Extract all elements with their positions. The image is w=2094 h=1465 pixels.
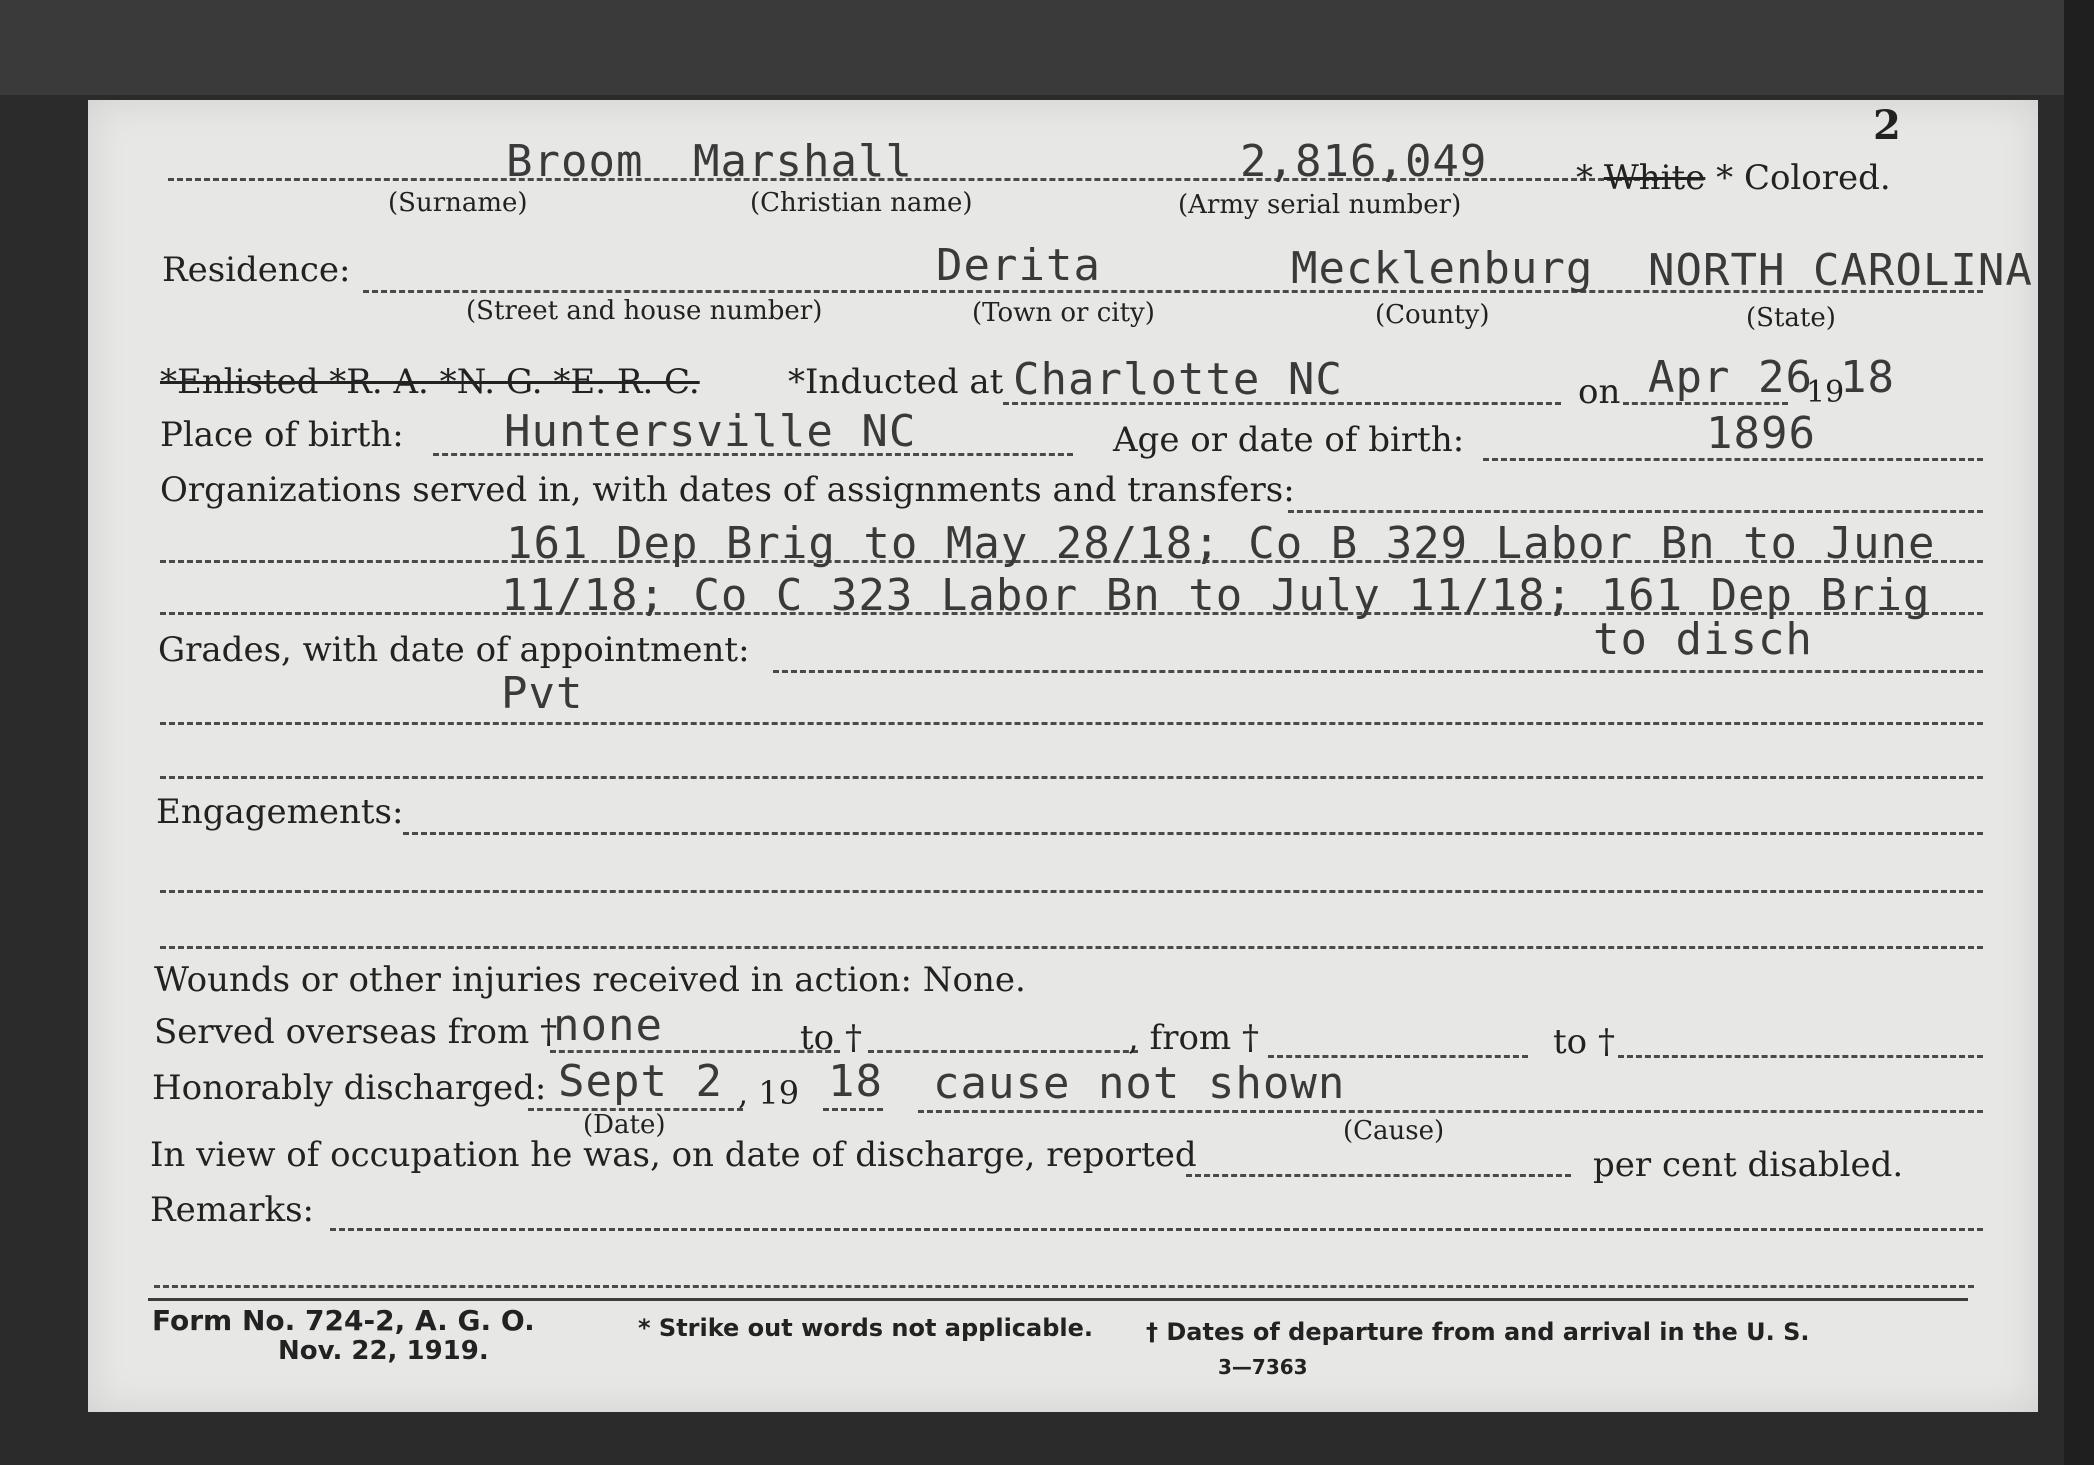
christian-name-label: (Christian name)	[750, 188, 973, 218]
wounds-value: None.	[922, 960, 1026, 1000]
engagements-label: Engagements:	[156, 792, 404, 832]
grades-line-3	[160, 776, 1983, 779]
age-label: Age or date of birth:	[1113, 420, 1465, 460]
service-record-card	[88, 100, 2038, 1412]
surname-value: Broom	[506, 136, 644, 187]
overseas-from2-label: , from †	[1128, 1018, 1259, 1058]
engagements-line-2	[160, 890, 1983, 893]
overseas-to2-line	[1618, 1055, 1983, 1058]
serial-number-value: 2,816,049	[1240, 136, 1488, 187]
serial-number-label: (Army serial number)	[1178, 190, 1462, 220]
residence-state-value: NORTH CAROLINA	[1648, 245, 2033, 296]
wounds-field	[154, 960, 1026, 1000]
race-prefix: *	[1576, 158, 1604, 198]
race-white-struck: White	[1603, 158, 1706, 198]
organizations-entry-1: 161 Dep Brig to May 28/18; Co B 329 Labor Bn to June	[506, 518, 1936, 569]
grades-label: Grades, with date of appointment:	[158, 630, 750, 670]
induction-year-value: 18	[1840, 352, 1895, 403]
scanner-background-top	[0, 0, 2094, 95]
organizations-label: Organizations served in, with dates of assignments and transfers:	[160, 470, 1295, 510]
discharge-cause-line	[918, 1110, 1983, 1113]
discharge-cause-value: cause not shown	[933, 1058, 1346, 1109]
residence-label: Residence:	[162, 250, 351, 290]
organizations-line-0	[1288, 510, 1983, 513]
state-label: (State)	[1746, 303, 1836, 333]
engagements-line-1	[403, 832, 1983, 835]
overseas-from-value: none	[553, 1000, 663, 1051]
engagements-line-3	[160, 946, 1983, 949]
christian-name-value: Marshall	[693, 136, 913, 187]
street-label: (Street and house number)	[466, 296, 823, 326]
page-number: 2	[1873, 102, 1901, 149]
form-number: Form No. 724-2, A. G. O.	[152, 1304, 535, 1337]
overseas-label: Served overseas from †	[154, 1012, 558, 1052]
wounds-label: Wounds or other injuries received in action:	[154, 960, 912, 1000]
inducted-place-value: Charlotte NC	[1013, 354, 1343, 405]
grades-line-2	[160, 722, 1983, 725]
race-colored: * Colored.	[1705, 158, 1891, 198]
place-of-birth-label: Place of birth:	[160, 415, 404, 455]
discharge-cause-label: (Cause)	[1343, 1116, 1445, 1146]
discharge-year-value: 18	[828, 1056, 883, 1107]
residence-county-value: Mecklenburg	[1291, 243, 1594, 294]
strike-note: * Strike out words not applicable.	[638, 1314, 1094, 1342]
town-label: (Town or city)	[972, 298, 1155, 328]
dates-note: † Dates of departure from and arrival in the U. S.	[1146, 1318, 1810, 1346]
organizations-entry-3: to disch	[1593, 614, 1813, 665]
remarks-line-2	[154, 1285, 1974, 1288]
disability-line	[1186, 1174, 1571, 1177]
discharge-label: Honorably discharged:	[152, 1068, 547, 1108]
discharge-date-label: (Date)	[583, 1110, 666, 1140]
residence-town-value: Derita	[936, 240, 1101, 291]
remarks-line-1	[330, 1228, 1983, 1231]
discharge-year-prefix: , 19	[738, 1074, 800, 1112]
disability-suffix: per cent disabled.	[1593, 1145, 1904, 1185]
surname-label: (Surname)	[388, 188, 528, 218]
occupation-label: In view of occupation he was, on date of discharge, reported	[150, 1135, 1197, 1175]
inducted-label: *Inducted at	[788, 362, 1004, 402]
induction-year-prefix: 19	[1806, 375, 1845, 410]
overseas-to-line	[868, 1050, 1138, 1053]
overseas-to2-label: to †	[1553, 1022, 1615, 1062]
enlistment-type-struck: *Enlisted *R. A. *N. G. *E. R. C.	[160, 362, 700, 402]
print-code: 3—7363	[1218, 1355, 1308, 1379]
grade-value: Pvt	[501, 668, 584, 719]
remarks-label: Remarks:	[150, 1190, 314, 1230]
induction-date-value: Apr 26	[1648, 352, 1813, 403]
discharge-year-line	[823, 1108, 883, 1111]
grades-line-1	[773, 670, 1983, 673]
place-of-birth-value: Huntersville NC	[504, 406, 917, 457]
on-label: on	[1578, 372, 1621, 412]
overseas-to-label: to †	[800, 1018, 862, 1058]
birth-year-value: 1896	[1706, 408, 1816, 459]
county-label: (County)	[1375, 300, 1490, 330]
footer-rule	[148, 1298, 1968, 1301]
discharge-date-value: Sept 2	[558, 1056, 723, 1107]
scanner-background-right	[2064, 0, 2094, 1465]
form-date: Nov. 22, 1919.	[278, 1336, 489, 1366]
organizations-entry-2: 11/18; Co C 323 Labor Bn to July 11/18; 161 Dep Brig	[501, 570, 1931, 621]
race-field	[1576, 158, 1891, 198]
